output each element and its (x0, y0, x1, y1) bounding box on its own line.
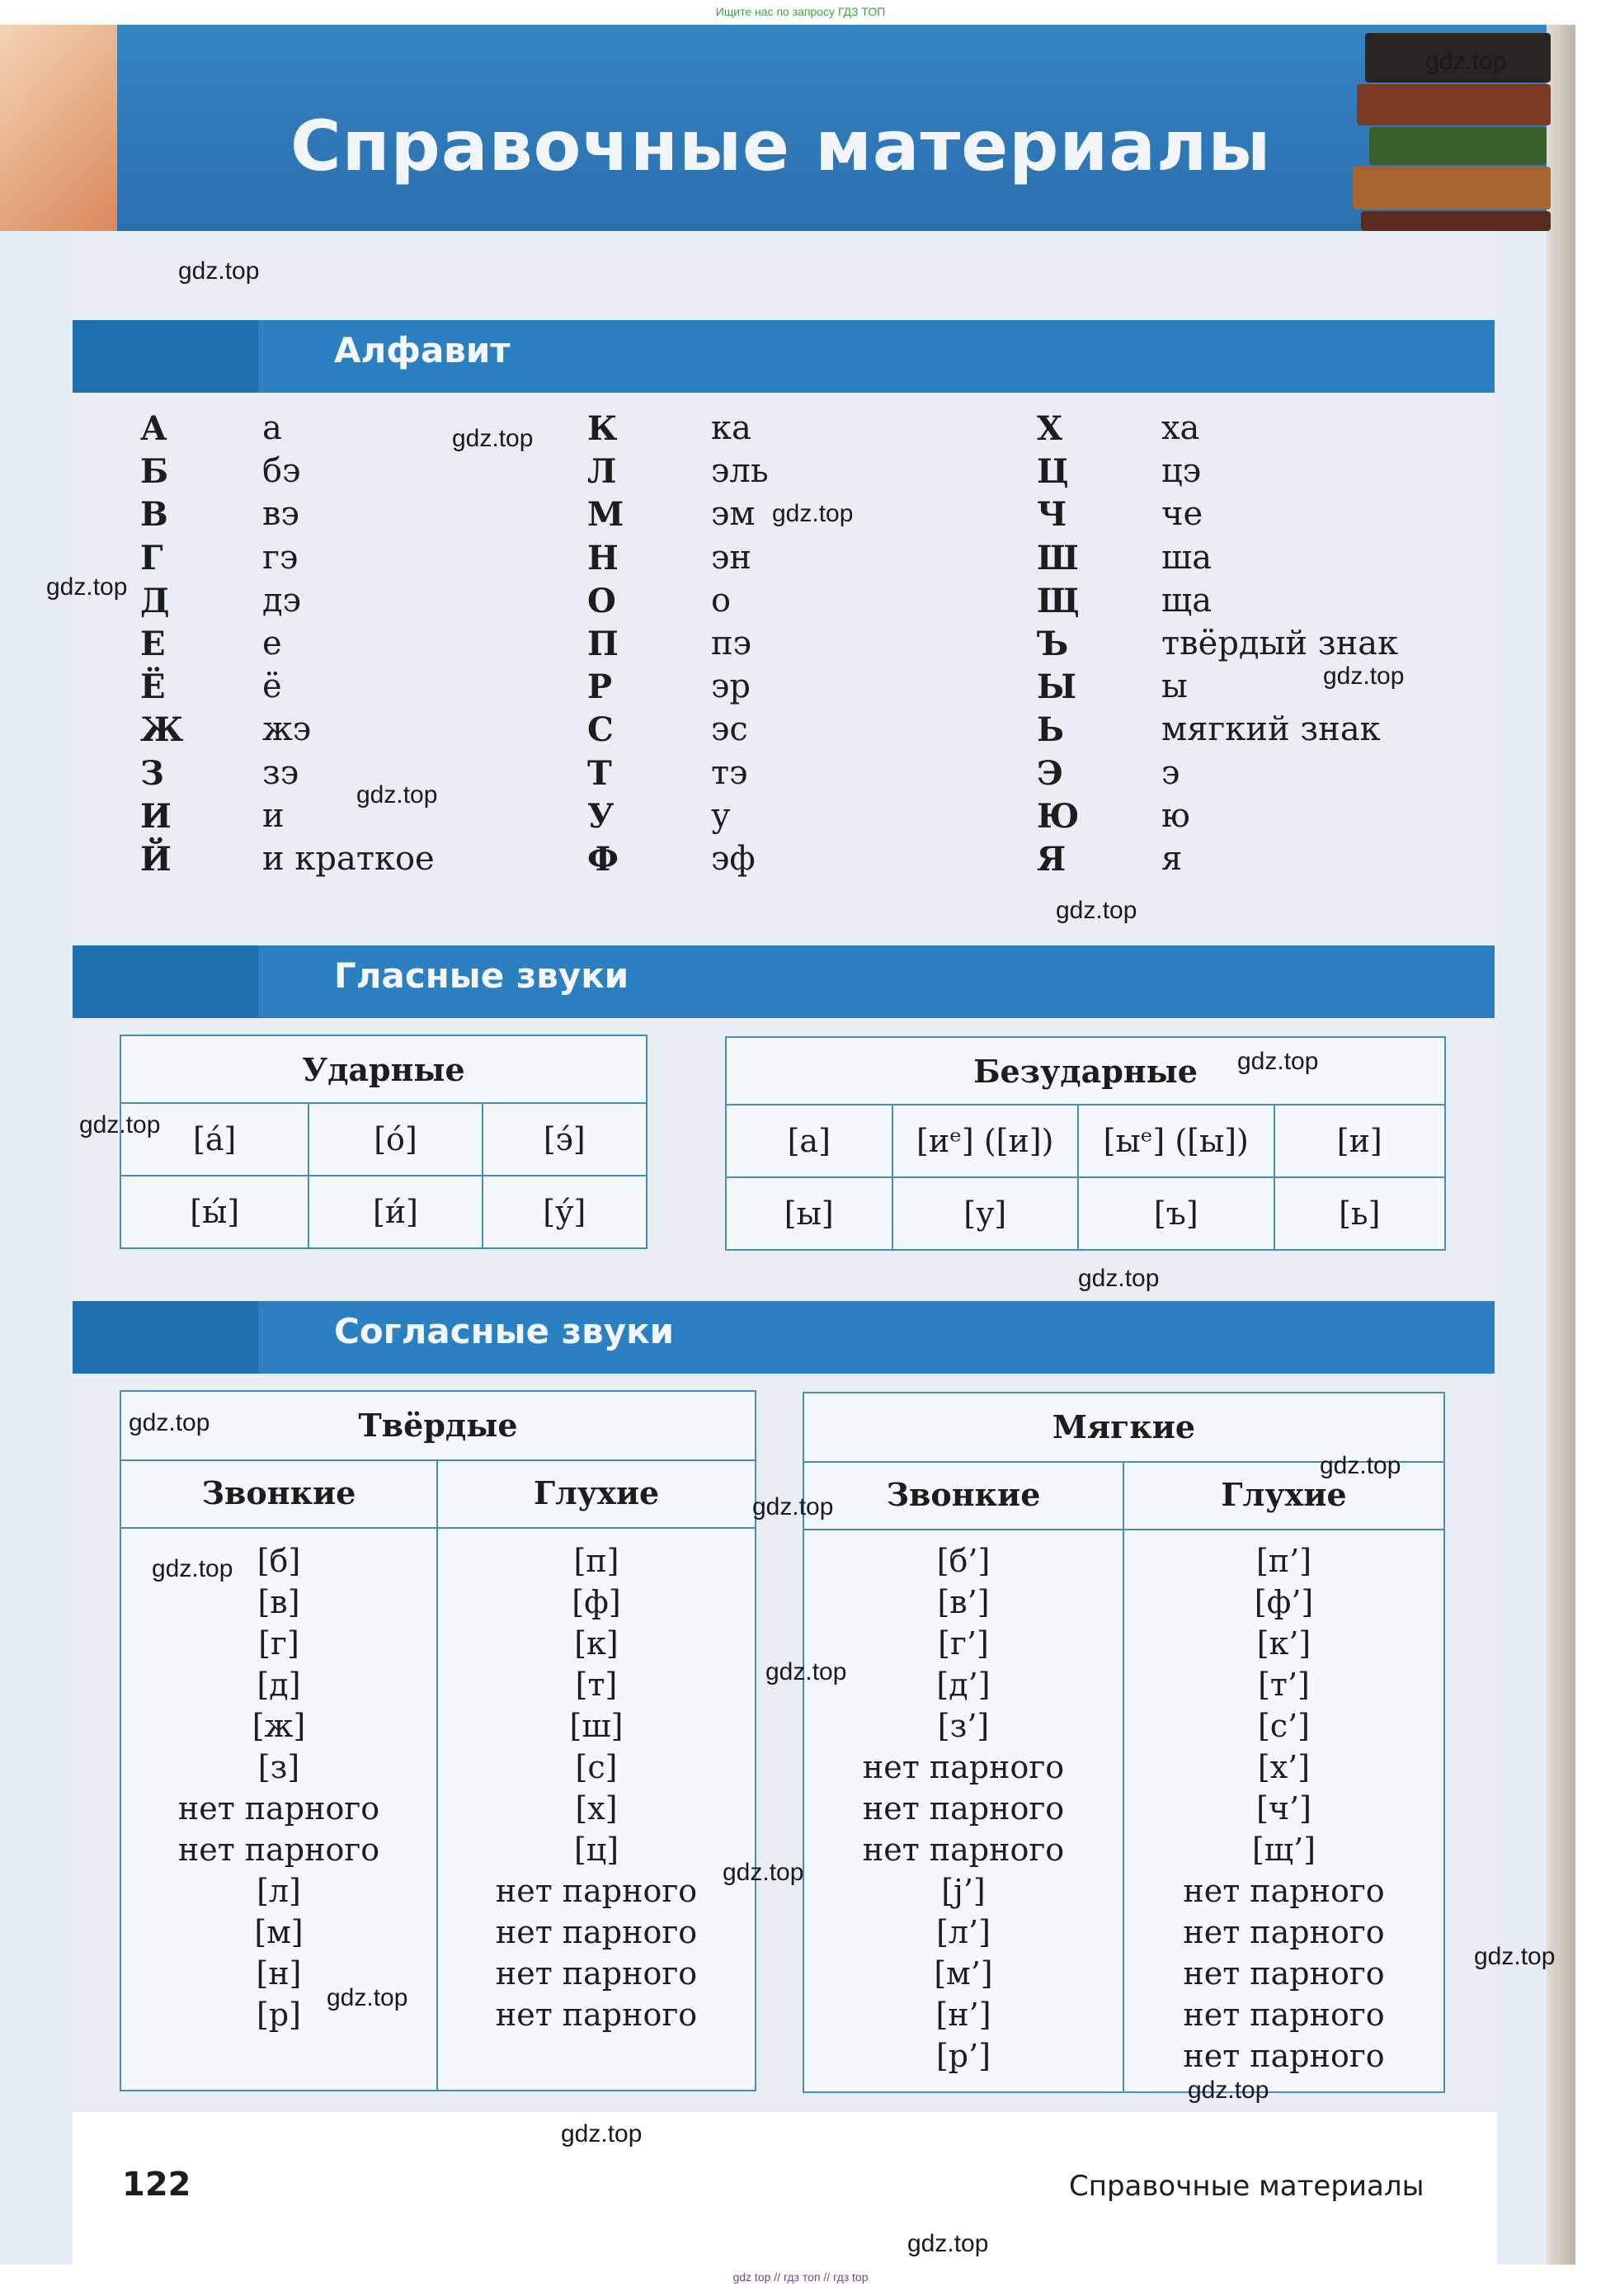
alphabet-letter: П (587, 625, 619, 663)
alphabet-letter-name: мягкий знак (1161, 710, 1381, 749)
alphabet-letter-name: дэ (262, 581, 302, 620)
alphabet-letter-name: цэ (1161, 452, 1202, 491)
alphabet-letter: Х (1037, 409, 1063, 448)
consonant-cell: [х’] (1257, 1749, 1311, 1785)
consonant-cell: [к] (574, 1625, 619, 1662)
consonant-cell: нет парного (495, 1997, 698, 2033)
alphabet-letter-name: ю (1161, 796, 1190, 835)
consonant-cell: нет парного (1183, 2038, 1385, 2074)
alphabet-letter: К (587, 409, 618, 448)
alphabet-letter: Ъ (1037, 625, 1069, 663)
alphabet-letter: Э (1037, 753, 1063, 793)
alphabet-letter: Ч (1037, 495, 1067, 535)
consonant-cell: нет парного (1183, 1955, 1385, 1992)
watermark-text[interactable]: gdz.top (1474, 1943, 1556, 1970)
hard-consonants-table (120, 1390, 756, 2091)
watermark-text[interactable]: gdz.top (1056, 897, 1137, 924)
alphabet-letter: У (587, 796, 615, 836)
consonant-cell: [б’] (936, 1543, 991, 1579)
watermark-text[interactable]: gdz.top (356, 781, 438, 809)
alphabet-letter: А (140, 409, 167, 448)
hard-voiced-column (121, 1540, 436, 2035)
alphabet-letter: Ф (587, 840, 619, 879)
consonant-cell: [ж] (252, 1708, 306, 1744)
consonant-cell: [ф] (572, 1584, 621, 1620)
alphabet-letter-name: у (711, 796, 731, 835)
alphabet-letter: В (140, 495, 168, 535)
alphabet-letter-name: бэ (262, 452, 301, 491)
alphabet-letter-name: э (1161, 753, 1180, 792)
alphabet-letter-name: эн (711, 538, 752, 577)
consonant-cell: [з] (257, 1749, 300, 1785)
hard-voiceless-header: Глухие (533, 1474, 660, 1511)
consonant-cell: [г] (258, 1625, 299, 1662)
alphabet-letter-name: ы (1161, 667, 1188, 706)
consonant-cell: [д] (257, 1667, 301, 1703)
page-edge (1547, 25, 1575, 2265)
alphabet-letter-name: пэ (711, 625, 752, 662)
consonant-cell: [j’] (941, 1873, 986, 1909)
watermark-text[interactable]: gdz.top (178, 257, 260, 285)
consonant-cell: [д’] (936, 1667, 991, 1703)
consonant-cell: [с] (575, 1749, 618, 1785)
vowel-cell: [у] (892, 1177, 1079, 1250)
consonant-cell: [м] (254, 1914, 304, 1950)
vowel-cell: [и] (1274, 1105, 1446, 1177)
alphabet-letter-name: ха (1161, 409, 1200, 447)
top-note[interactable]: Ищите нас по запросу ГДЗ ТОП (715, 5, 886, 18)
alphabet-letter: Й (140, 840, 172, 879)
alphabet-letter-name: ё (262, 667, 282, 706)
alphabet-letter-name: зэ (262, 753, 299, 792)
alphabet-letter: Ь (1037, 710, 1065, 750)
alphabet-letter-name: гэ (262, 538, 299, 577)
consonant-cell: [т] (575, 1667, 618, 1703)
vowel-cell: [иᵉ] ([и]) (892, 1105, 1079, 1177)
alphabet-letter-name: твёрдый знак (1161, 625, 1399, 662)
section-title-vowels: Гласные звуки (334, 955, 629, 996)
consonant-cell: [т’] (1258, 1667, 1310, 1703)
consonant-cell: [б] (257, 1543, 301, 1579)
watermark-text[interactable]: gdz.top (907, 2230, 989, 2257)
consonant-cell: [м’] (934, 1955, 993, 1992)
consonant-cell: нет парного (862, 1832, 1065, 1868)
alphabet-letter: Щ (1037, 581, 1080, 620)
alphabet-letter-name: вэ (262, 495, 299, 534)
consonant-cell: [к’] (1256, 1625, 1311, 1662)
watermark-text[interactable]: gdz.top (752, 1493, 834, 1520)
soft-header: Мягкие (1052, 1408, 1196, 1445)
alphabet-letter-name: и (262, 796, 285, 835)
alphabet-letter: Г (140, 538, 163, 578)
alphabet-letter: Ё (140, 667, 166, 707)
unstressed-header: Безударные (726, 1037, 1445, 1105)
consonant-cell: нет парного (177, 1790, 380, 1827)
watermark-text[interactable]: gdz.top (1320, 1452, 1401, 1479)
watermark-text[interactable]: gdz.top (1425, 48, 1507, 75)
consonant-cell: нет парного (1183, 1914, 1385, 1950)
consonant-cell: [щ’] (1251, 1832, 1316, 1868)
alphabet-letter: Н (587, 538, 619, 578)
alphabet-letter: Я (1037, 840, 1067, 879)
consonant-cell: нет парного (177, 1832, 380, 1868)
alphabet-letter: Б (140, 452, 169, 492)
consonant-cell: [в] (257, 1584, 300, 1620)
alphabet-letter: З (140, 753, 164, 793)
alphabet-letter: С (587, 710, 614, 750)
consonant-cell: [н] (256, 1955, 302, 1992)
soft-voiced-column (804, 1540, 1123, 2077)
alphabet-letter: Ы (1037, 667, 1077, 707)
watermark-text[interactable]: gdz.top (723, 1859, 804, 1886)
consonant-cell: [г’] (938, 1625, 989, 1662)
watermark-text[interactable]: gdz.top (452, 425, 534, 452)
section-bar-vowels (73, 945, 1495, 1018)
watermark-text[interactable]: gdz.top (1078, 1265, 1160, 1292)
alphabet-letter: Ш (1037, 538, 1079, 578)
consonant-cell: нет парного (495, 1955, 698, 1992)
consonant-cell: [р] (257, 1997, 301, 2033)
alphabet-letter: Д (140, 581, 170, 620)
alphabet-letter-name: тэ (711, 753, 748, 792)
alphabet-letter: Р (587, 667, 613, 707)
alphabet-letter-name: е (262, 625, 282, 662)
consonant-cell: [н’] (935, 1997, 991, 2033)
watermark-text[interactable]: gdz.top (1237, 1048, 1319, 1075)
watermark-text[interactable]: gdz.top (152, 1555, 233, 1582)
alphabet-letter: Е (140, 625, 166, 663)
consonant-cell: [п] (573, 1543, 619, 1579)
soft-voiceless-header: Глухие (1221, 1476, 1347, 1513)
vowel-cell: [ь] (1274, 1177, 1446, 1250)
watermark-text[interactable]: gdz.top (772, 500, 854, 527)
consonant-cell: нет парного (1183, 1873, 1385, 1909)
vowel-cell: [э́] (483, 1103, 647, 1176)
soft-voiceless-column (1124, 1540, 1443, 2077)
consonant-cell: [в’] (937, 1584, 990, 1620)
consonant-cell: [ц] (573, 1832, 619, 1868)
hard-header: Твёрдые (358, 1407, 518, 1444)
vowel-cell: [ы́] (120, 1176, 308, 1248)
vowel-cell: [ъ] (1078, 1177, 1274, 1250)
watermark-text[interactable]: gdz.top (1323, 662, 1405, 690)
consonant-cell: [л’] (936, 1914, 991, 1950)
alphabet-letter: Ж (140, 710, 184, 750)
alphabet-letter-name: и краткое (262, 840, 435, 878)
stressed-vowels-table (120, 1035, 647, 1249)
consonant-cell: [ш] (569, 1708, 624, 1744)
unstressed-vowels-table (725, 1036, 1446, 1251)
consonant-cell: [п’] (1255, 1543, 1312, 1579)
alphabet-letter-name: ка (711, 409, 751, 447)
consonant-cell: нет парного (862, 1749, 1065, 1785)
alphabet-letter: О (587, 581, 616, 620)
watermark-text[interactable]: gdz.top (765, 1658, 847, 1685)
alphabet-letter-name: эр (711, 667, 751, 706)
hard-voiceless-column (438, 1540, 755, 2035)
alphabet-letter: М (587, 495, 624, 535)
section-title-consonants: Согласные звуки (334, 1311, 675, 1351)
vowel-cell: [а́] (120, 1103, 308, 1176)
alphabet-letter: Ю (1037, 796, 1080, 836)
section-bar-alphabet (73, 320, 1495, 393)
decorative-corner (0, 25, 117, 231)
watermark-text[interactable]: gdz.top (79, 1111, 161, 1139)
hard-voiced-header: Звонкие (201, 1474, 356, 1511)
alphabet-letter-name: о (711, 581, 732, 620)
page-title: Справочные материалы (290, 106, 1272, 186)
consonant-cell: [р’] (935, 2038, 991, 2074)
watermark-text[interactable]: gdz.top (1188, 2077, 1269, 2104)
footer-section-name: Справочные материалы (1069, 2170, 1424, 2203)
alphabet-letter-name: а (262, 409, 282, 447)
page-number: 122 (122, 2166, 191, 2204)
vowel-cell: [а] (726, 1105, 892, 1177)
bottom-note[interactable]: gdz top // гдз топ // гдз top (732, 2270, 869, 2284)
watermark-text[interactable]: gdz.top (46, 573, 128, 601)
consonant-cell: [ф’] (1254, 1584, 1314, 1620)
alphabet-letter-name: че (1161, 495, 1203, 534)
watermark-text[interactable]: gdz.top (561, 2120, 643, 2147)
alphabet-letter-name: эс (711, 710, 748, 749)
consonant-cell: нет парного (1183, 1997, 1385, 2033)
consonant-cell: нет парного (495, 1914, 698, 1950)
alphabet-letter: Л (587, 452, 617, 492)
consonant-cell: [ч’] (1256, 1790, 1311, 1827)
alphabet-letter-name: эф (711, 840, 756, 878)
vowel-cell: [ыᵉ] ([ы]) (1078, 1105, 1274, 1177)
section-bar-consonants (73, 1301, 1495, 1374)
watermark-text[interactable]: gdz.top (129, 1409, 210, 1436)
alphabet-letter-name: ша (1161, 538, 1213, 577)
vowel-cell: [о́] (308, 1103, 482, 1176)
soft-voiced-header: Звонкие (886, 1476, 1041, 1513)
alphabet-letter-name: я (1161, 840, 1183, 878)
consonant-cell: [с’] (1257, 1708, 1310, 1744)
alphabet-letter-name: ща (1161, 581, 1213, 620)
consonant-cell: нет парного (495, 1873, 698, 1909)
soft-consonants-table (803, 1392, 1445, 2093)
consonant-cell: нет парного (862, 1790, 1065, 1827)
alphabet-letter: Т (587, 753, 612, 793)
alphabet-letter-name: эль (711, 452, 769, 491)
alphabet-letter: Ц (1037, 452, 1069, 492)
alphabet-letter: И (140, 796, 172, 836)
consonant-cell: [з’] (937, 1708, 990, 1744)
vowel-cell: [ы] (726, 1177, 892, 1250)
alphabet-letter-name: эм (711, 495, 756, 534)
consonant-cell: [х] (575, 1790, 618, 1827)
section-title-alphabet: Алфавит (334, 330, 511, 370)
alphabet-letter-name: жэ (262, 710, 312, 749)
watermark-text[interactable]: gdz.top (327, 1984, 408, 2011)
stressed-header: Ударные (120, 1035, 647, 1103)
vowel-cell: [и́] (308, 1176, 482, 1248)
vowel-cell: [у́] (483, 1176, 647, 1248)
consonant-cell: [л] (257, 1873, 301, 1909)
